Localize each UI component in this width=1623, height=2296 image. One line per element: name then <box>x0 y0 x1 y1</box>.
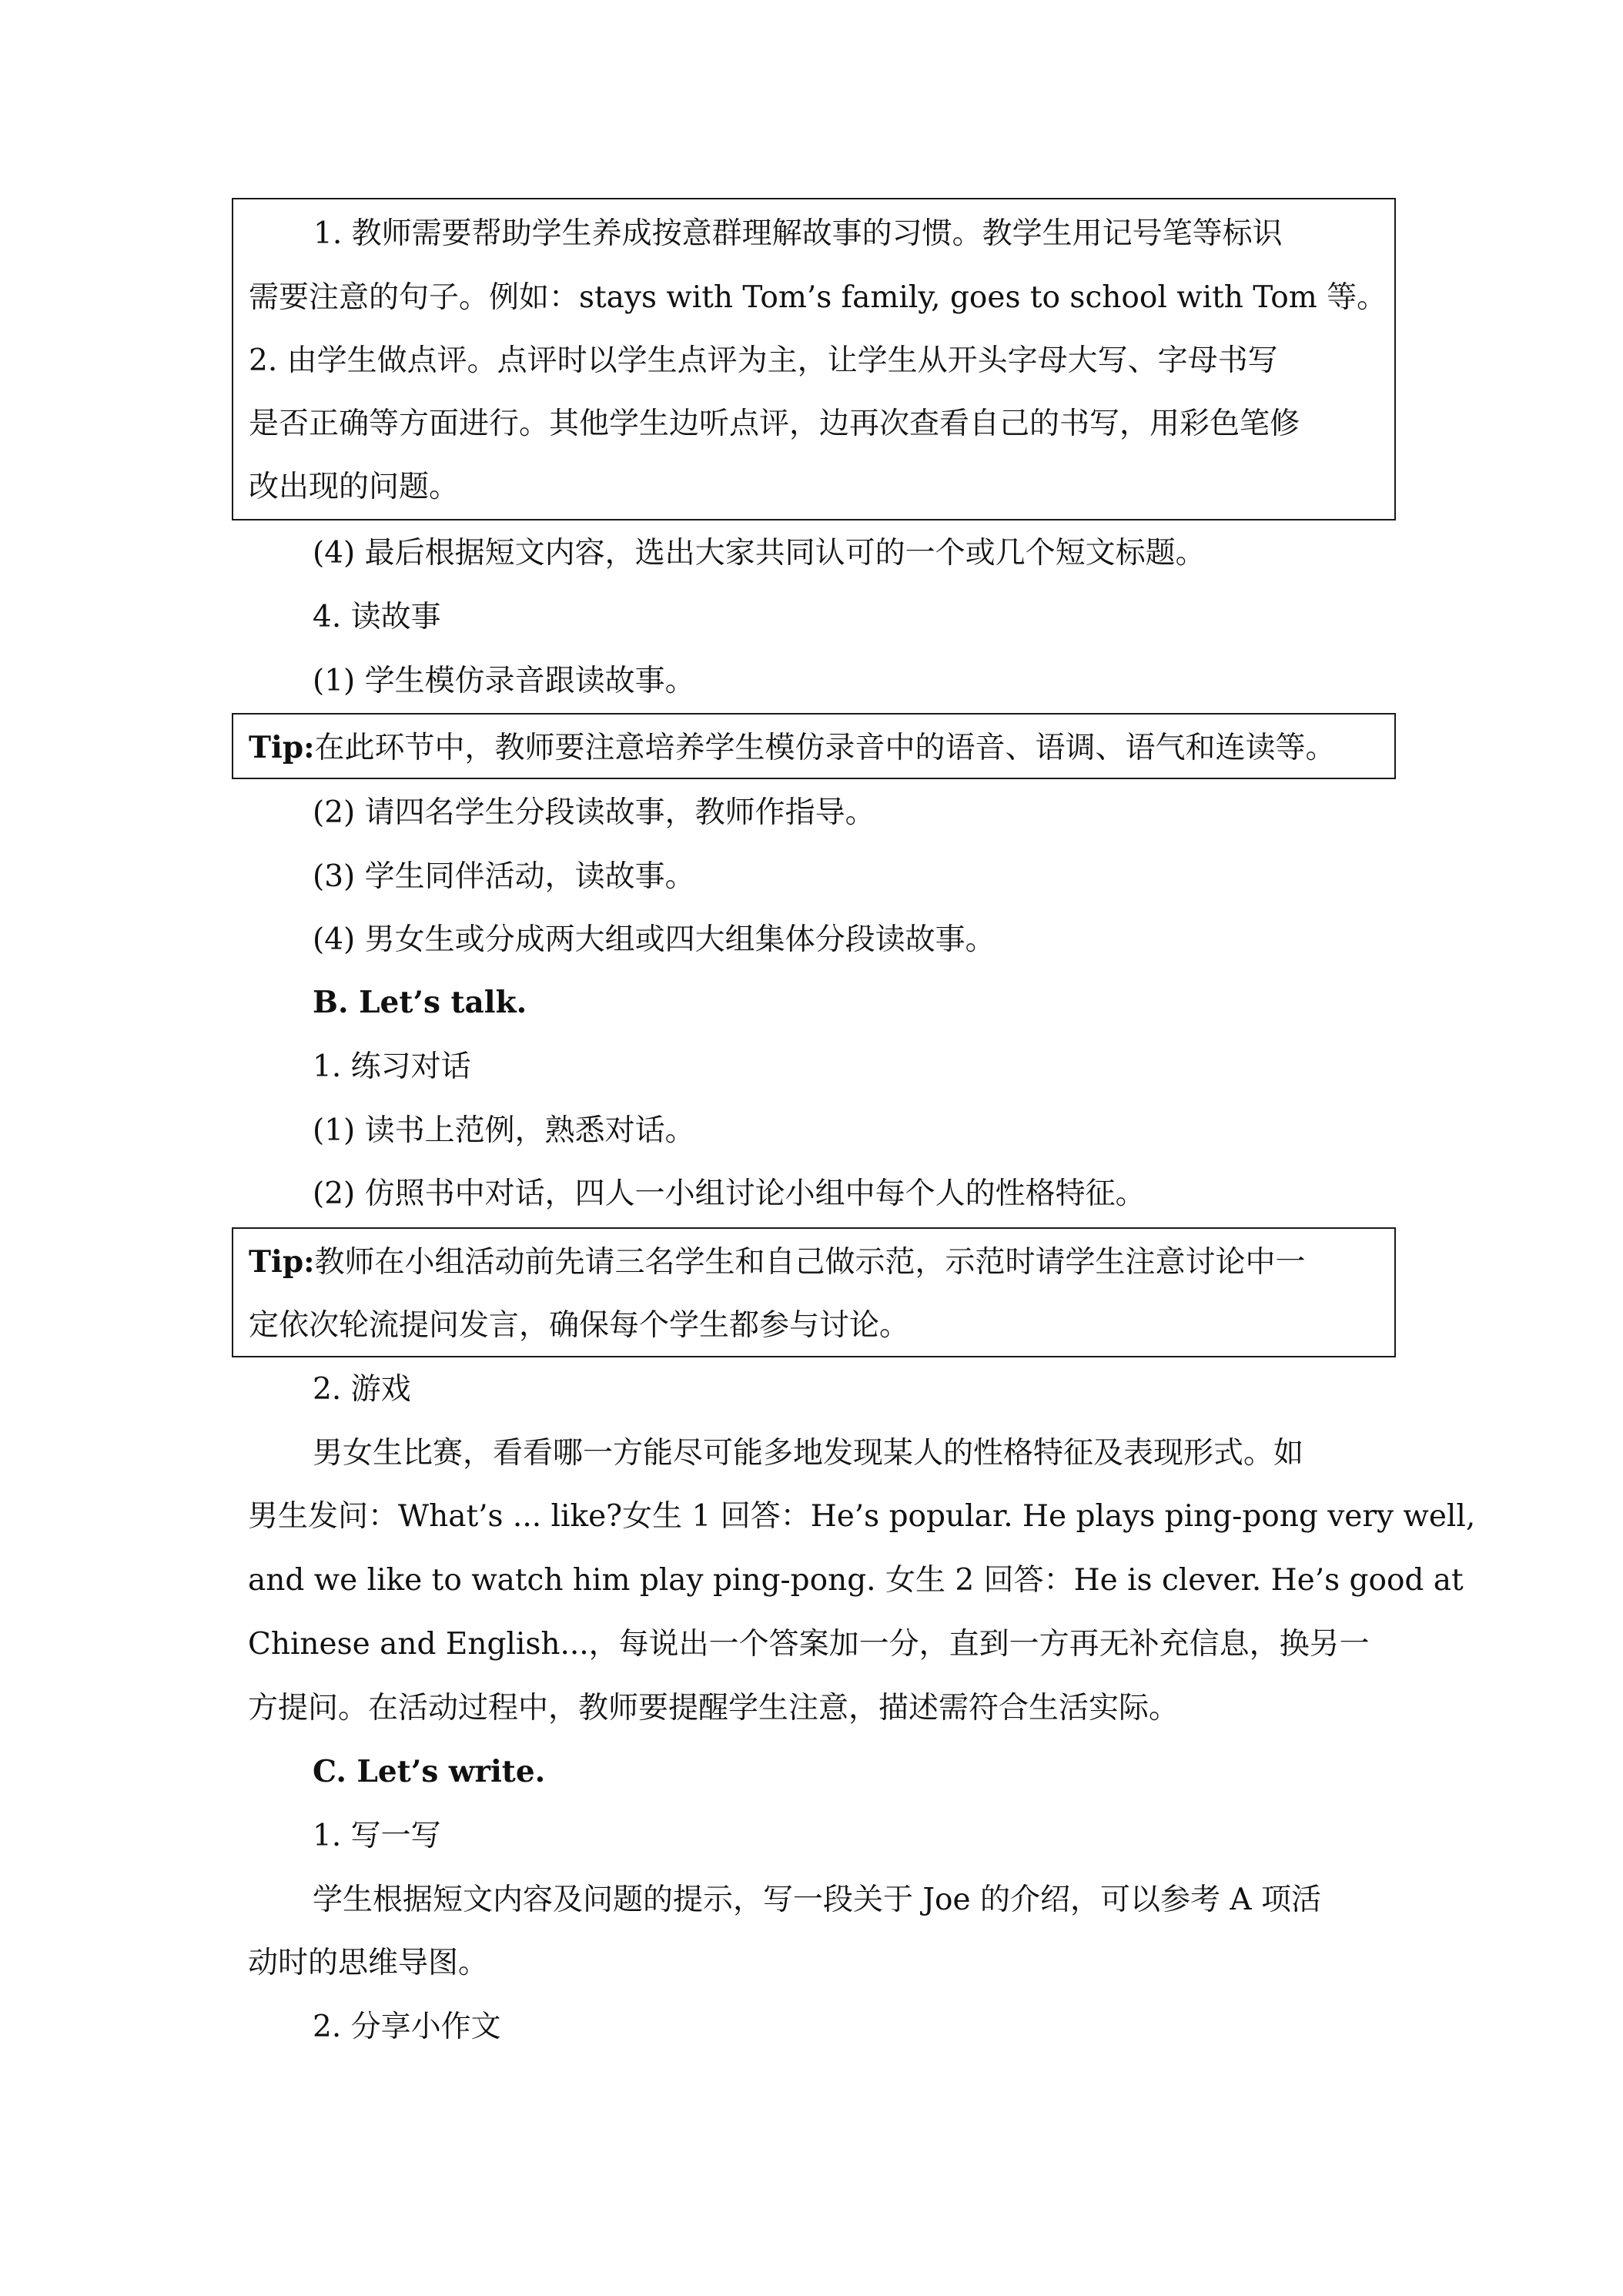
section-b-item-2: 2. 游戏 <box>313 1372 411 1407</box>
tip-label: Tip: <box>249 730 315 765</box>
section-b-step-1: (1) 读书上范例，熟悉对话。 <box>313 1113 695 1148</box>
game-paragraph-line: 男生发问：What’s ... like?女生 1 回答：He’s popular. He plays ping-pong very well, <box>248 1499 1476 1534</box>
note-line: 需要注意的句子。例如：stays with Tom’s family, goes to school with Tom 等。 <box>249 280 1387 315</box>
game-paragraph-line: and we like to watch him play ping-pong. 女生 2 回答：He is clever. He’s good at <box>248 1563 1464 1598</box>
write-paragraph-line: 动时的思维导图。 <box>248 1946 489 1980</box>
section-c-item-2: 2. 分享小作文 <box>313 2010 501 2044</box>
section-c-item-1: 1. 写一写 <box>313 1819 441 1853</box>
tip-line: 定依次轮流提问发言，确保每个学生都参与讨论。 <box>249 1308 910 1343</box>
write-paragraph-line: 学生根据短文内容及问题的提示，写一段关于 Joe 的介绍，可以参考 A 项活 <box>313 1883 1321 1917</box>
game-paragraph-line: 男女生比赛，看看哪一方能尽可能多地发现某人的性格特征及表现形式。如 <box>313 1436 1304 1471</box>
section-b-step-2: (2) 仿照书中对话，四人一小组讨论小组中每个人的性格特征。 <box>313 1176 1146 1211</box>
step-4-final: (4) 最后根据短文内容，选出大家共同认可的一个或几个短文标题。 <box>313 536 1206 571</box>
tip-line <box>249 730 1336 765</box>
note-line: 2. 由学生做点评。点评时以学生点评为主，让学生从开头字母大写、字母书写 <box>249 343 1278 378</box>
tip-text: 教师在小组活动前先请三名学生和自己做示范，示范时请学生注意讨论中一 <box>314 1245 1306 1280</box>
section-4-step-4: (4) 男女生或分成两大组或四大组集体分段读故事。 <box>313 922 996 957</box>
note-line: 是否正确等方面进行。其他学生边听点评，边再次查看自己的书写，用彩色笔修 <box>249 407 1300 441</box>
section-4-heading: 4. 读故事 <box>313 600 441 634</box>
game-paragraph-line: 方提问。在活动过程中，教师要提醒学生注意，描述需符合生活实际。 <box>248 1691 1180 1725</box>
tip-label: Tip: <box>249 1244 315 1280</box>
tip-text: 在此环节中，教师要注意培养学生模仿录音中的语音、语调、语气和连读等。 <box>314 731 1336 765</box>
tip-box-2 <box>232 1227 1396 1357</box>
section-b-heading: B. Let’s talk. <box>313 985 527 1020</box>
tip-line <box>249 1244 1306 1280</box>
tip-box-1 <box>232 713 1396 779</box>
section-4-step-2: (2) 请四名学生分段读故事，教师作指导。 <box>313 795 875 830</box>
game-paragraph-line: Chinese and English...，每说出一个答案加一分，直到一方再无补充信息，换另一 <box>248 1627 1370 1662</box>
section-4-step-3: (3) 学生同伴活动，读故事。 <box>313 859 695 894</box>
note-box-1 <box>232 198 1396 520</box>
note-line: 改出现的问题。 <box>249 470 460 504</box>
note-line: 1. 教师需要帮助学生养成按意群理解故事的习惯。教学生用记号笔等标识 <box>313 216 1283 251</box>
section-c-heading: C. Let’s write. <box>313 1754 546 1789</box>
section-4-step-1: (1) 学生模仿录音跟读故事。 <box>313 664 695 698</box>
section-b-item-1: 1. 练习对话 <box>313 1049 471 1084</box>
